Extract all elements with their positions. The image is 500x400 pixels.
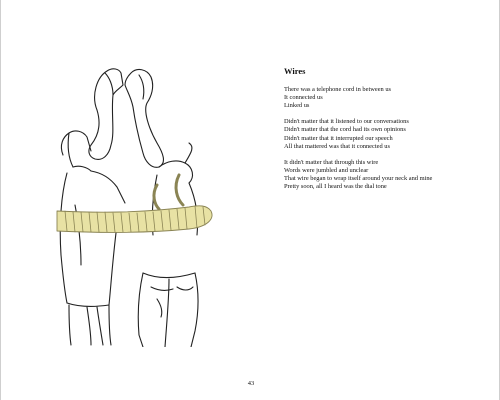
poem-line: All that mattered was that it connected us [284,142,390,150]
poem-line: That wire began to wrap itself around your neck and mine [284,174,433,182]
poem-line: Didn't matter that it interrupted our speech [284,134,393,142]
page-number: 43 [247,380,255,387]
poem-line: Linked us [284,102,310,110]
left-handset-icon [89,69,123,160]
poem-line: It connected us [284,94,323,102]
poem-title: Wires [284,66,306,76]
poem [284,67,489,199]
poem-line: Didn't matter that the cord had its own opinions [284,126,406,134]
left-person [60,131,125,345]
poem-line: Didn't matter that it listened to our conversations [284,118,409,126]
poem-line: Words were jumbled and unclear [284,166,369,174]
poem-line: Pretty soon, all I heard was the dial tone [284,183,387,191]
stanza-2 [284,118,489,150]
telephone-cord-illustration [39,55,239,347]
poem-line: It didn't matter that through this wire [284,158,379,166]
poem-line: There was a telephone cord in between us [284,86,391,94]
right-person [138,143,198,347]
stanza-1 [284,86,489,110]
stanza-3 [284,159,489,191]
right-handset-icon [125,70,163,168]
